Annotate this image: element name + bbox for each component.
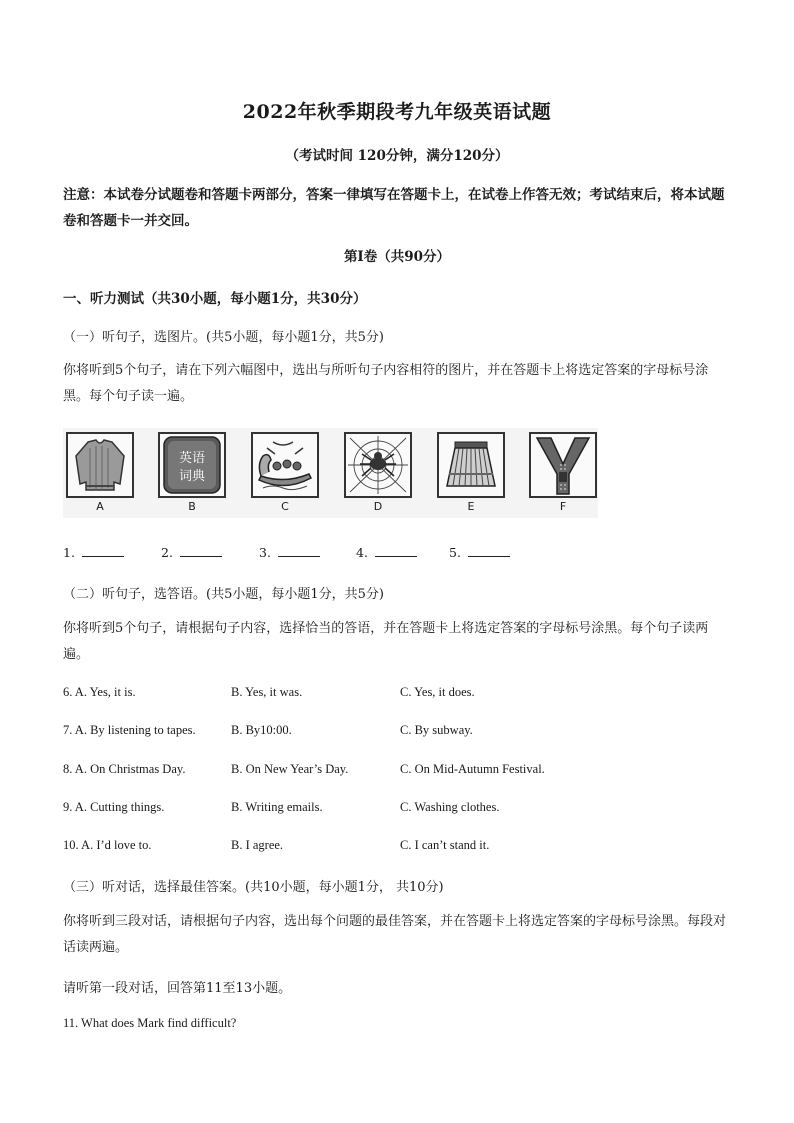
option-b[interactable]: B. I agree. [231, 838, 284, 852]
option-a[interactable]: 9. A. Cutting things. [63, 800, 165, 814]
option-c[interactable]: C. Washing clothes. [400, 800, 500, 814]
option-c[interactable]: C. On Mid-Autumn Festival. [400, 762, 545, 776]
picture-a [66, 432, 134, 498]
sub3-heading: （三）听对话，选择最佳答案。(共10小题，每小题1分， 共10分) [63, 880, 444, 895]
skirt-icon [439, 434, 503, 496]
option-a[interactable]: 8. A. On Christmas Day. [63, 762, 186, 776]
option-b[interactable]: B. Yes, it was. [231, 685, 303, 699]
exam-subtitle: （考试时间 120分钟，满分120分） [285, 148, 509, 164]
option-a[interactable]: 7. A. By listening to tapes. [63, 723, 196, 737]
picture-label-a: A [96, 500, 104, 513]
option-b[interactable]: B. On New Year’s Day. [231, 762, 349, 776]
picture-label-d: D [373, 500, 383, 513]
picture-d [344, 432, 412, 498]
picture-label-e: E [467, 500, 475, 513]
option-c[interactable]: C. I can’t stand it. [400, 838, 490, 852]
blank-2[interactable]: 2. [161, 544, 222, 560]
picture-c [251, 432, 319, 498]
sub2-instruction: 你将听到5个句子，请根据句子内容，选择恰当的答语，并在答题卡上将选定答案的字母标号涂黑。每个句子读两遍。 [63, 621, 709, 662]
spider-web-icon [346, 434, 410, 496]
picture-label-c: C [281, 500, 289, 513]
dictionary-icon [160, 434, 224, 496]
picture-label-f: F [559, 500, 567, 513]
sweater-icon [68, 434, 132, 496]
sub1-heading: （一）听句子，选图片。(共5小题，每小题1分，共5分) [63, 330, 384, 345]
picture-b [158, 432, 226, 498]
option-b[interactable]: B. By10:00. [231, 723, 292, 737]
section1-title: 一、听力测试（共30小题，每小题1分，共30分） [63, 291, 367, 307]
blank-4[interactable]: 4. [356, 544, 417, 560]
sub3-instruction: 你将听到三段对话，请根据句子内容，选出每个问题的最佳答案，并在答题卡上将选定答案的字母标号涂黑。每段对话读两遍。 [63, 914, 727, 955]
exam-note: 注意：本试卷分试题卷和答题卡两部分，答案一律填写在答题卡上，在试卷上作答无效；考试结束后，将本试题卷和答题卡一并交回。 [63, 187, 725, 229]
dictionary-text-2: 词典 [178, 469, 206, 484]
picture-f [529, 432, 597, 498]
exam-title: 2022年秋季期段考九年级英语试题 [242, 101, 552, 123]
dragon-boat-icon [253, 434, 317, 496]
blank-5[interactable]: 5. [449, 544, 510, 560]
picture-e [437, 432, 505, 498]
picture-label-b: B [188, 500, 196, 513]
option-c[interactable]: C. By subway. [400, 723, 473, 737]
question-11: 11. What does Mark find difficult? [63, 1016, 237, 1030]
option-a[interactable]: 6. A. Yes, it is. [63, 685, 136, 699]
sub2-heading: （二）听句子，选答语。(共5小题，每小题1分，共5分) [63, 587, 384, 602]
zipper-icon [531, 434, 595, 496]
dictionary-text-1: 英语 [178, 451, 206, 466]
dialogue1-intro: 请听第一段对话，回答第11至13小题。 [63, 981, 292, 996]
option-c[interactable]: C. Yes, it does. [400, 685, 475, 699]
option-a[interactable]: 10. A. I’d love to. [63, 838, 152, 852]
blank-3[interactable]: 3. [259, 544, 320, 560]
part-title: 第Ⅰ卷（共90分） [343, 249, 451, 265]
picture-strip [63, 428, 598, 518]
option-b[interactable]: B. Writing emails. [231, 800, 323, 814]
sub1-instruction: 你将听到5个句子，请在下列六幅图中，选出与所听句子内容相符的图片，并在答题卡上将选定答案的字母标号涂黑。每个句子读一遍。 [63, 363, 709, 404]
blank-1[interactable]: 1. [63, 544, 124, 560]
